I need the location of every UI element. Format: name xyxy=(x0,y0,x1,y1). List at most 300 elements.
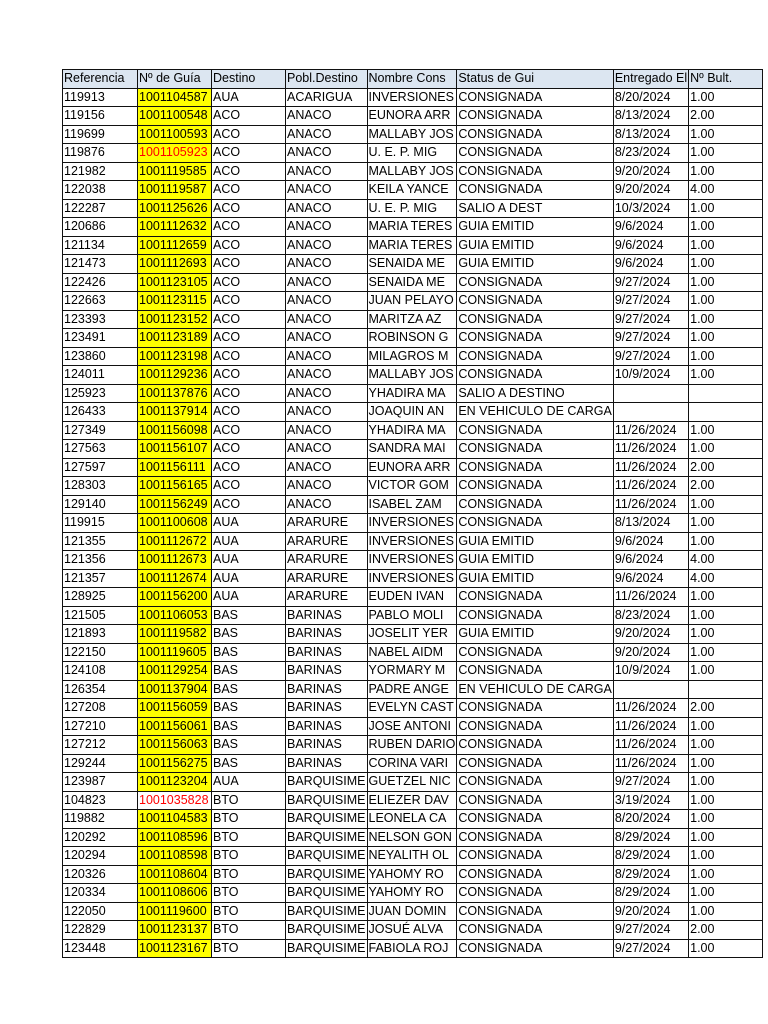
cell-numero-bultos[interactable] xyxy=(689,680,763,699)
cell-status-guia[interactable]: GUIA EMITID xyxy=(457,551,614,570)
cell-status-guia[interactable]: CONSIGNADA xyxy=(457,773,614,792)
cell-poblacion-destino[interactable]: ANACO xyxy=(286,495,368,514)
cell-poblacion-destino[interactable]: ARARURE xyxy=(286,532,368,551)
cell-numero-guia[interactable]: 1001108606 xyxy=(138,884,212,903)
cell-poblacion-destino[interactable]: ANACO xyxy=(286,125,368,144)
cell-numero-guia[interactable]: 1001112673 xyxy=(138,551,212,570)
cell-referencia[interactable]: 122050 xyxy=(63,902,138,921)
cell-entregado-el[interactable]: 11/26/2024 xyxy=(613,699,688,718)
cell-status-guia[interactable]: CONSIGNADA xyxy=(457,181,614,200)
cell-poblacion-destino[interactable]: BARQUISIME xyxy=(286,902,368,921)
cell-poblacion-destino[interactable]: ARARURE xyxy=(286,514,368,533)
cell-numero-guia[interactable]: 1001123115 xyxy=(138,292,212,311)
cell-numero-bultos[interactable]: 1.00 xyxy=(689,773,763,792)
cell-destino[interactable]: BAS xyxy=(212,643,286,662)
cell-destino[interactable]: ACO xyxy=(212,199,286,218)
cell-nombre-consignatario[interactable]: SANDRA MAI xyxy=(367,440,457,459)
cell-referencia[interactable]: 125923 xyxy=(63,384,138,403)
cell-destino[interactable]: BAS xyxy=(212,754,286,773)
cell-referencia[interactable]: 122287 xyxy=(63,199,138,218)
cell-status-guia[interactable]: CONSIGNADA xyxy=(457,662,614,681)
cell-poblacion-destino[interactable]: ANACO xyxy=(286,181,368,200)
cell-entregado-el[interactable]: 3/19/2024 xyxy=(613,791,688,810)
cell-numero-bultos[interactable]: 1.00 xyxy=(689,236,763,255)
cell-entregado-el[interactable]: 8/20/2024 xyxy=(613,810,688,829)
cell-poblacion-destino[interactable]: BARINAS xyxy=(286,680,368,699)
cell-destino[interactable]: BAS xyxy=(212,680,286,699)
cell-destino[interactable]: ACO xyxy=(212,236,286,255)
cell-referencia[interactable]: 119876 xyxy=(63,144,138,163)
cell-status-guia[interactable]: CONSIGNADA xyxy=(457,477,614,496)
cell-destino[interactable]: ACO xyxy=(212,273,286,292)
cell-numero-guia[interactable]: 1001100548 xyxy=(138,107,212,126)
cell-poblacion-destino[interactable]: ANACO xyxy=(286,458,368,477)
cell-numero-bultos[interactable]: 2.00 xyxy=(689,921,763,940)
cell-destino[interactable]: BTO xyxy=(212,847,286,866)
cell-numero-guia[interactable]: 1001156107 xyxy=(138,440,212,459)
cell-numero-guia[interactable]: 1001100608 xyxy=(138,514,212,533)
cell-nombre-consignatario[interactable]: INVERSIONES xyxy=(367,569,457,588)
cell-numero-guia[interactable]: 1001104583 xyxy=(138,810,212,829)
cell-poblacion-destino[interactable]: BARQUISIME xyxy=(286,810,368,829)
cell-status-guia[interactable]: CONSIGNADA xyxy=(457,606,614,625)
cell-poblacion-destino[interactable]: ANACO xyxy=(286,162,368,181)
cell-destino[interactable]: ACO xyxy=(212,495,286,514)
cell-nombre-consignatario[interactable]: YHADIRA MA xyxy=(367,384,457,403)
cell-entregado-el[interactable] xyxy=(613,403,688,422)
cell-nombre-consignatario[interactable]: NABEL AIDM xyxy=(367,643,457,662)
cell-poblacion-destino[interactable]: ANACO xyxy=(286,477,368,496)
cell-destino[interactable]: BTO xyxy=(212,828,286,847)
cell-nombre-consignatario[interactable]: U. E. P. MIG xyxy=(367,144,457,163)
cell-entregado-el[interactable]: 9/27/2024 xyxy=(613,310,688,329)
cell-numero-bultos[interactable]: 1.00 xyxy=(689,218,763,237)
cell-referencia[interactable]: 121473 xyxy=(63,255,138,274)
cell-poblacion-destino[interactable]: BARQUISIME xyxy=(286,773,368,792)
cell-referencia[interactable]: 122829 xyxy=(63,921,138,940)
cell-numero-guia[interactable]: 1001123105 xyxy=(138,273,212,292)
cell-entregado-el[interactable]: 9/6/2024 xyxy=(613,551,688,570)
cell-numero-bultos[interactable]: 1.00 xyxy=(689,125,763,144)
cell-numero-guia[interactable]: 1001156059 xyxy=(138,699,212,718)
cell-status-guia[interactable]: CONSIGNADA xyxy=(457,847,614,866)
cell-numero-bultos[interactable]: 1.00 xyxy=(689,421,763,440)
cell-numero-bultos[interactable]: 1.00 xyxy=(689,273,763,292)
cell-numero-bultos[interactable]: 1.00 xyxy=(689,606,763,625)
cell-poblacion-destino[interactable]: BARQUISIME xyxy=(286,939,368,958)
cell-poblacion-destino[interactable]: BARINAS xyxy=(286,717,368,736)
cell-entregado-el[interactable]: 8/23/2024 xyxy=(613,606,688,625)
cell-nombre-consignatario[interactable]: ELIEZER DAV xyxy=(367,791,457,810)
cell-numero-guia[interactable]: 1001123198 xyxy=(138,347,212,366)
cell-destino[interactable]: ACO xyxy=(212,107,286,126)
cell-status-guia[interactable]: CONSIGNADA xyxy=(457,495,614,514)
cell-status-guia[interactable]: GUIA EMITID xyxy=(457,532,614,551)
cell-numero-guia[interactable]: 1001156165 xyxy=(138,477,212,496)
cell-nombre-consignatario[interactable]: YAHOMY RO xyxy=(367,884,457,903)
cell-status-guia[interactable]: CONSIGNADA xyxy=(457,902,614,921)
cell-numero-bultos[interactable]: 1.00 xyxy=(689,366,763,385)
cell-poblacion-destino[interactable]: ANACO xyxy=(286,310,368,329)
cell-nombre-consignatario[interactable]: INVERSIONES xyxy=(367,514,457,533)
cell-destino[interactable]: BTO xyxy=(212,810,286,829)
cell-entregado-el[interactable]: 10/9/2024 xyxy=(613,662,688,681)
cell-nombre-consignatario[interactable]: YHADIRA MA xyxy=(367,421,457,440)
cell-status-guia[interactable]: CONSIGNADA xyxy=(457,921,614,940)
cell-nombre-consignatario[interactable]: PABLO MOLI xyxy=(367,606,457,625)
cell-status-guia[interactable]: CONSIGNADA xyxy=(457,643,614,662)
cell-destino[interactable]: BAS xyxy=(212,606,286,625)
cell-numero-bultos[interactable]: 1.00 xyxy=(689,828,763,847)
cell-poblacion-destino[interactable]: ANACO xyxy=(286,273,368,292)
cell-nombre-consignatario[interactable]: MALLABY JOS xyxy=(367,162,457,181)
cell-status-guia[interactable]: GUIA EMITID xyxy=(457,255,614,274)
cell-numero-guia[interactable]: 1001112632 xyxy=(138,218,212,237)
cell-entregado-el[interactable]: 9/27/2024 xyxy=(613,921,688,940)
cell-numero-guia[interactable]: 1001129254 xyxy=(138,662,212,681)
cell-entregado-el[interactable]: 11/26/2024 xyxy=(613,458,688,477)
cell-poblacion-destino[interactable]: ANACO xyxy=(286,292,368,311)
cell-entregado-el[interactable]: 9/20/2024 xyxy=(613,162,688,181)
cell-numero-guia[interactable]: 1001112674 xyxy=(138,569,212,588)
cell-poblacion-destino[interactable]: BARQUISIME xyxy=(286,884,368,903)
cell-numero-bultos[interactable]: 1.00 xyxy=(689,902,763,921)
cell-referencia[interactable]: 120334 xyxy=(63,884,138,903)
cell-numero-guia[interactable]: 1001123152 xyxy=(138,310,212,329)
cell-status-guia[interactable]: GUIA EMITID xyxy=(457,218,614,237)
cell-nombre-consignatario[interactable]: NEYALITH OL xyxy=(367,847,457,866)
cell-entregado-el[interactable]: 10/3/2024 xyxy=(613,199,688,218)
cell-referencia[interactable]: 127208 xyxy=(63,699,138,718)
cell-status-guia[interactable]: CONSIGNADA xyxy=(457,810,614,829)
cell-entregado-el[interactable]: 9/6/2024 xyxy=(613,532,688,551)
cell-nombre-consignatario[interactable]: INVERSIONES xyxy=(367,88,457,107)
cell-poblacion-destino[interactable]: ANACO xyxy=(286,384,368,403)
cell-destino[interactable]: BTO xyxy=(212,902,286,921)
cell-entregado-el[interactable]: 9/27/2024 xyxy=(613,273,688,292)
cell-entregado-el[interactable]: 8/13/2024 xyxy=(613,125,688,144)
cell-status-guia[interactable]: CONSIGNADA xyxy=(457,458,614,477)
cell-nombre-consignatario[interactable]: SENAIDA ME xyxy=(367,273,457,292)
header-numero-guia[interactable]: Nº de Guía xyxy=(138,70,212,89)
cell-entregado-el[interactable]: 8/29/2024 xyxy=(613,884,688,903)
cell-destino[interactable]: BTO xyxy=(212,884,286,903)
cell-nombre-consignatario[interactable]: JOSE ANTONI xyxy=(367,717,457,736)
cell-entregado-el[interactable] xyxy=(613,680,688,699)
cell-referencia[interactable]: 124108 xyxy=(63,662,138,681)
cell-entregado-el[interactable]: 9/27/2024 xyxy=(613,329,688,348)
cell-numero-guia[interactable]: 1001035828 xyxy=(138,791,212,810)
cell-numero-guia[interactable]: 1001108596 xyxy=(138,828,212,847)
cell-numero-bultos[interactable]: 1.00 xyxy=(689,514,763,533)
cell-referencia[interactable]: 127597 xyxy=(63,458,138,477)
cell-numero-bultos[interactable]: 2.00 xyxy=(689,699,763,718)
cell-destino[interactable]: ACO xyxy=(212,440,286,459)
cell-status-guia[interactable]: CONSIGNADA xyxy=(457,366,614,385)
cell-numero-bultos[interactable]: 4.00 xyxy=(689,569,763,588)
cell-numero-guia[interactable]: 1001108598 xyxy=(138,847,212,866)
cell-referencia[interactable]: 126433 xyxy=(63,403,138,422)
cell-destino[interactable]: BAS xyxy=(212,736,286,755)
cell-entregado-el[interactable]: 11/26/2024 xyxy=(613,495,688,514)
cell-status-guia[interactable]: CONSIGNADA xyxy=(457,125,614,144)
cell-status-guia[interactable]: CONSIGNADA xyxy=(457,699,614,718)
cell-numero-bultos[interactable]: 1.00 xyxy=(689,662,763,681)
cell-destino[interactable]: BTO xyxy=(212,865,286,884)
cell-numero-guia[interactable]: 1001156200 xyxy=(138,588,212,607)
cell-referencia[interactable]: 121357 xyxy=(63,569,138,588)
cell-poblacion-destino[interactable]: BARQUISIME xyxy=(286,865,368,884)
cell-destino[interactable]: AUA xyxy=(212,551,286,570)
cell-referencia[interactable]: 127563 xyxy=(63,440,138,459)
cell-poblacion-destino[interactable]: ANACO xyxy=(286,199,368,218)
cell-numero-bultos[interactable]: 1.00 xyxy=(689,292,763,311)
cell-poblacion-destino[interactable]: ANACO xyxy=(286,236,368,255)
cell-nombre-consignatario[interactable]: MARITZA AZ xyxy=(367,310,457,329)
cell-status-guia[interactable]: CONSIGNADA xyxy=(457,162,614,181)
cell-status-guia[interactable]: EN VEHICULO DE CARGA xyxy=(457,680,614,699)
cell-nombre-consignatario[interactable]: VICTOR GOM xyxy=(367,477,457,496)
cell-numero-guia[interactable]: 1001125626 xyxy=(138,199,212,218)
cell-referencia[interactable]: 119699 xyxy=(63,125,138,144)
cell-poblacion-destino[interactable]: BARQUISIME xyxy=(286,791,368,810)
cell-numero-guia[interactable]: 1001112693 xyxy=(138,255,212,274)
cell-numero-guia[interactable]: 1001119605 xyxy=(138,643,212,662)
cell-numero-guia[interactable]: 1001123189 xyxy=(138,329,212,348)
cell-nombre-consignatario[interactable]: EUNORA ARR xyxy=(367,458,457,477)
cell-entregado-el[interactable]: 9/6/2024 xyxy=(613,218,688,237)
cell-entregado-el[interactable]: 8/29/2024 xyxy=(613,865,688,884)
cell-destino[interactable]: ACO xyxy=(212,366,286,385)
cell-nombre-consignatario[interactable]: FABIOLA ROJ xyxy=(367,939,457,958)
cell-numero-bultos[interactable]: 1.00 xyxy=(689,754,763,773)
cell-nombre-consignatario[interactable]: YORMARY M xyxy=(367,662,457,681)
cell-destino[interactable]: ACO xyxy=(212,144,286,163)
header-referencia[interactable]: Referencia xyxy=(63,70,138,89)
cell-numero-guia[interactable]: 1001156061 xyxy=(138,717,212,736)
cell-entregado-el[interactable]: 9/6/2024 xyxy=(613,236,688,255)
cell-referencia[interactable]: 126354 xyxy=(63,680,138,699)
cell-entregado-el[interactable]: 8/23/2024 xyxy=(613,144,688,163)
cell-numero-bultos[interactable]: 1.00 xyxy=(689,810,763,829)
cell-numero-guia[interactable]: 1001119587 xyxy=(138,181,212,200)
cell-referencia[interactable]: 104823 xyxy=(63,791,138,810)
cell-nombre-consignatario[interactable]: JOSUÉ ALVA xyxy=(367,921,457,940)
cell-referencia[interactable]: 129140 xyxy=(63,495,138,514)
cell-destino[interactable]: AUA xyxy=(212,773,286,792)
cell-numero-guia[interactable]: 1001156249 xyxy=(138,495,212,514)
cell-poblacion-destino[interactable]: ANACO xyxy=(286,255,368,274)
cell-destino[interactable]: AUA xyxy=(212,514,286,533)
cell-numero-bultos[interactable]: 2.00 xyxy=(689,458,763,477)
cell-referencia[interactable]: 127210 xyxy=(63,717,138,736)
cell-destino[interactable]: ACO xyxy=(212,477,286,496)
cell-destino[interactable]: ACO xyxy=(212,125,286,144)
cell-numero-guia[interactable]: 1001105923 xyxy=(138,144,212,163)
header-numero-bultos[interactable]: Nº Bult. xyxy=(689,70,763,89)
cell-poblacion-destino[interactable]: BARINAS xyxy=(286,662,368,681)
cell-nombre-consignatario[interactable]: LEONELA CA xyxy=(367,810,457,829)
cell-poblacion-destino[interactable]: ANACO xyxy=(286,347,368,366)
cell-numero-guia[interactable]: 1001119585 xyxy=(138,162,212,181)
cell-numero-bultos[interactable]: 1.00 xyxy=(689,532,763,551)
cell-status-guia[interactable]: CONSIGNADA xyxy=(457,939,614,958)
cell-numero-bultos[interactable]: 1.00 xyxy=(689,199,763,218)
cell-status-guia[interactable]: CONSIGNADA xyxy=(457,736,614,755)
cell-entregado-el[interactable]: 11/26/2024 xyxy=(613,754,688,773)
cell-status-guia[interactable]: CONSIGNADA xyxy=(457,440,614,459)
cell-poblacion-destino[interactable]: BARINAS xyxy=(286,625,368,644)
cell-numero-bultos[interactable]: 1.00 xyxy=(689,643,763,662)
cell-entregado-el[interactable]: 9/27/2024 xyxy=(613,773,688,792)
cell-referencia[interactable]: 121355 xyxy=(63,532,138,551)
cell-entregado-el[interactable]: 8/29/2024 xyxy=(613,828,688,847)
cell-status-guia[interactable]: CONSIGNADA xyxy=(457,717,614,736)
cell-poblacion-destino[interactable]: ANACO xyxy=(286,218,368,237)
cell-numero-bultos[interactable]: 1.00 xyxy=(689,162,763,181)
cell-nombre-consignatario[interactable]: GUETZEL NIC xyxy=(367,773,457,792)
cell-numero-guia[interactable]: 1001137876 xyxy=(138,384,212,403)
cell-numero-bultos[interactable]: 1.00 xyxy=(689,144,763,163)
cell-destino[interactable]: ACO xyxy=(212,310,286,329)
cell-status-guia[interactable]: SALIO A DEST xyxy=(457,199,614,218)
cell-numero-guia[interactable]: 1001112659 xyxy=(138,236,212,255)
cell-nombre-consignatario[interactable]: JUAN DOMIN xyxy=(367,902,457,921)
cell-destino[interactable]: ACO xyxy=(212,162,286,181)
cell-status-guia[interactable]: CONSIGNADA xyxy=(457,865,614,884)
cell-status-guia[interactable]: CONSIGNADA xyxy=(457,828,614,847)
cell-poblacion-destino[interactable]: ARARURE xyxy=(286,569,368,588)
cell-numero-bultos[interactable]: 2.00 xyxy=(689,477,763,496)
header-destino[interactable]: Destino xyxy=(212,70,286,89)
cell-entregado-el[interactable]: 11/26/2024 xyxy=(613,717,688,736)
cell-numero-bultos[interactable]: 1.00 xyxy=(689,625,763,644)
cell-destino[interactable]: ACO xyxy=(212,255,286,274)
cell-numero-guia[interactable]: 1001119582 xyxy=(138,625,212,644)
cell-nombre-consignatario[interactable]: MALLABY JOS xyxy=(367,366,457,385)
cell-numero-bultos[interactable]: 1.00 xyxy=(689,884,763,903)
cell-nombre-consignatario[interactable]: NELSON GON xyxy=(367,828,457,847)
cell-status-guia[interactable]: CONSIGNADA xyxy=(457,88,614,107)
cell-nombre-consignatario[interactable]: ISABEL ZAM xyxy=(367,495,457,514)
cell-entregado-el[interactable]: 9/27/2024 xyxy=(613,347,688,366)
cell-destino[interactable]: ACO xyxy=(212,292,286,311)
cell-status-guia[interactable]: GUIA EMITID xyxy=(457,569,614,588)
cell-referencia[interactable]: 123491 xyxy=(63,329,138,348)
cell-poblacion-destino[interactable]: ANACO xyxy=(286,329,368,348)
cell-entregado-el[interactable]: 11/26/2024 xyxy=(613,477,688,496)
cell-poblacion-destino[interactable]: BARINAS xyxy=(286,754,368,773)
cell-status-guia[interactable]: CONSIGNADA xyxy=(457,588,614,607)
cell-numero-bultos[interactable] xyxy=(689,403,763,422)
cell-referencia[interactable]: 121134 xyxy=(63,236,138,255)
cell-nombre-consignatario[interactable]: MARIA TERES xyxy=(367,236,457,255)
cell-nombre-consignatario[interactable]: MARIA TERES xyxy=(367,218,457,237)
cell-status-guia[interactable]: SALIO A DESTINO xyxy=(457,384,614,403)
cell-numero-guia[interactable]: 1001119600 xyxy=(138,902,212,921)
cell-status-guia[interactable]: CONSIGNADA xyxy=(457,273,614,292)
cell-referencia[interactable]: 123393 xyxy=(63,310,138,329)
cell-referencia[interactable]: 120686 xyxy=(63,218,138,237)
cell-poblacion-destino[interactable]: BARINAS xyxy=(286,736,368,755)
cell-numero-guia[interactable]: 1001123167 xyxy=(138,939,212,958)
cell-nombre-consignatario[interactable]: INVERSIONES xyxy=(367,532,457,551)
cell-nombre-consignatario[interactable]: CORINA VARI xyxy=(367,754,457,773)
cell-poblacion-destino[interactable]: BARQUISIME xyxy=(286,828,368,847)
cell-entregado-el[interactable]: 8/20/2024 xyxy=(613,88,688,107)
cell-referencia[interactable]: 121356 xyxy=(63,551,138,570)
cell-poblacion-destino[interactable]: BARINAS xyxy=(286,606,368,625)
cell-nombre-consignatario[interactable]: RUBEN DARIO xyxy=(367,736,457,755)
cell-nombre-consignatario[interactable]: JOSELIT YER xyxy=(367,625,457,644)
cell-numero-bultos[interactable]: 1.00 xyxy=(689,440,763,459)
cell-poblacion-destino[interactable]: ACARIGUA xyxy=(286,88,368,107)
cell-destino[interactable]: BAS xyxy=(212,717,286,736)
cell-numero-bultos[interactable]: 1.00 xyxy=(689,717,763,736)
cell-status-guia[interactable]: CONSIGNADA xyxy=(457,292,614,311)
cell-referencia[interactable]: 128303 xyxy=(63,477,138,496)
cell-entregado-el[interactable]: 9/20/2024 xyxy=(613,643,688,662)
cell-referencia[interactable]: 123448 xyxy=(63,939,138,958)
cell-poblacion-destino[interactable]: BARQUISIME xyxy=(286,921,368,940)
cell-numero-guia[interactable]: 1001123204 xyxy=(138,773,212,792)
cell-referencia[interactable]: 124011 xyxy=(63,366,138,385)
cell-poblacion-destino[interactable]: ANACO xyxy=(286,440,368,459)
cell-nombre-consignatario[interactable]: EUNORA ARR xyxy=(367,107,457,126)
cell-numero-guia[interactable]: 1001104587 xyxy=(138,88,212,107)
cell-referencia[interactable]: 120294 xyxy=(63,847,138,866)
cell-destino[interactable]: AUA xyxy=(212,569,286,588)
cell-status-guia[interactable]: GUIA EMITID xyxy=(457,236,614,255)
cell-status-guia[interactable]: CONSIGNADA xyxy=(457,347,614,366)
cell-nombre-consignatario[interactable]: SENAIDA ME xyxy=(367,255,457,274)
cell-poblacion-destino[interactable]: ARARURE xyxy=(286,588,368,607)
cell-entregado-el[interactable]: 8/29/2024 xyxy=(613,847,688,866)
cell-numero-bultos[interactable]: 1.00 xyxy=(689,310,763,329)
cell-poblacion-destino[interactable]: ARARURE xyxy=(286,551,368,570)
cell-referencia[interactable]: 123987 xyxy=(63,773,138,792)
cell-referencia[interactable]: 122150 xyxy=(63,643,138,662)
cell-numero-bultos[interactable]: 1.00 xyxy=(689,329,763,348)
cell-entregado-el[interactable]: 9/27/2024 xyxy=(613,939,688,958)
cell-numero-bultos[interactable]: 1.00 xyxy=(689,347,763,366)
cell-referencia[interactable]: 127349 xyxy=(63,421,138,440)
cell-referencia[interactable]: 127212 xyxy=(63,736,138,755)
cell-numero-bultos[interactable]: 1.00 xyxy=(689,865,763,884)
cell-numero-guia[interactable]: 1001129236 xyxy=(138,366,212,385)
cell-destino[interactable]: BTO xyxy=(212,939,286,958)
cell-numero-guia[interactable]: 1001137914 xyxy=(138,403,212,422)
cell-numero-bultos[interactable] xyxy=(689,384,763,403)
cell-referencia[interactable]: 119882 xyxy=(63,810,138,829)
cell-referencia[interactable]: 119913 xyxy=(63,88,138,107)
cell-destino[interactable]: ACO xyxy=(212,458,286,477)
cell-entregado-el[interactable]: 9/20/2024 xyxy=(613,902,688,921)
cell-referencia[interactable]: 122426 xyxy=(63,273,138,292)
cell-destino[interactable]: BAS xyxy=(212,625,286,644)
cell-destino[interactable]: ACO xyxy=(212,403,286,422)
cell-destino[interactable]: ACO xyxy=(212,384,286,403)
cell-numero-bultos[interactable]: 1.00 xyxy=(689,255,763,274)
cell-destino[interactable]: AUA xyxy=(212,88,286,107)
cell-poblacion-destino[interactable]: ANACO xyxy=(286,421,368,440)
cell-entregado-el[interactable]: 9/27/2024 xyxy=(613,292,688,311)
cell-entregado-el[interactable]: 10/9/2024 xyxy=(613,366,688,385)
cell-numero-bultos[interactable]: 1.00 xyxy=(689,736,763,755)
cell-poblacion-destino[interactable]: ANACO xyxy=(286,366,368,385)
cell-destino[interactable]: ACO xyxy=(212,181,286,200)
cell-referencia[interactable]: 129244 xyxy=(63,754,138,773)
